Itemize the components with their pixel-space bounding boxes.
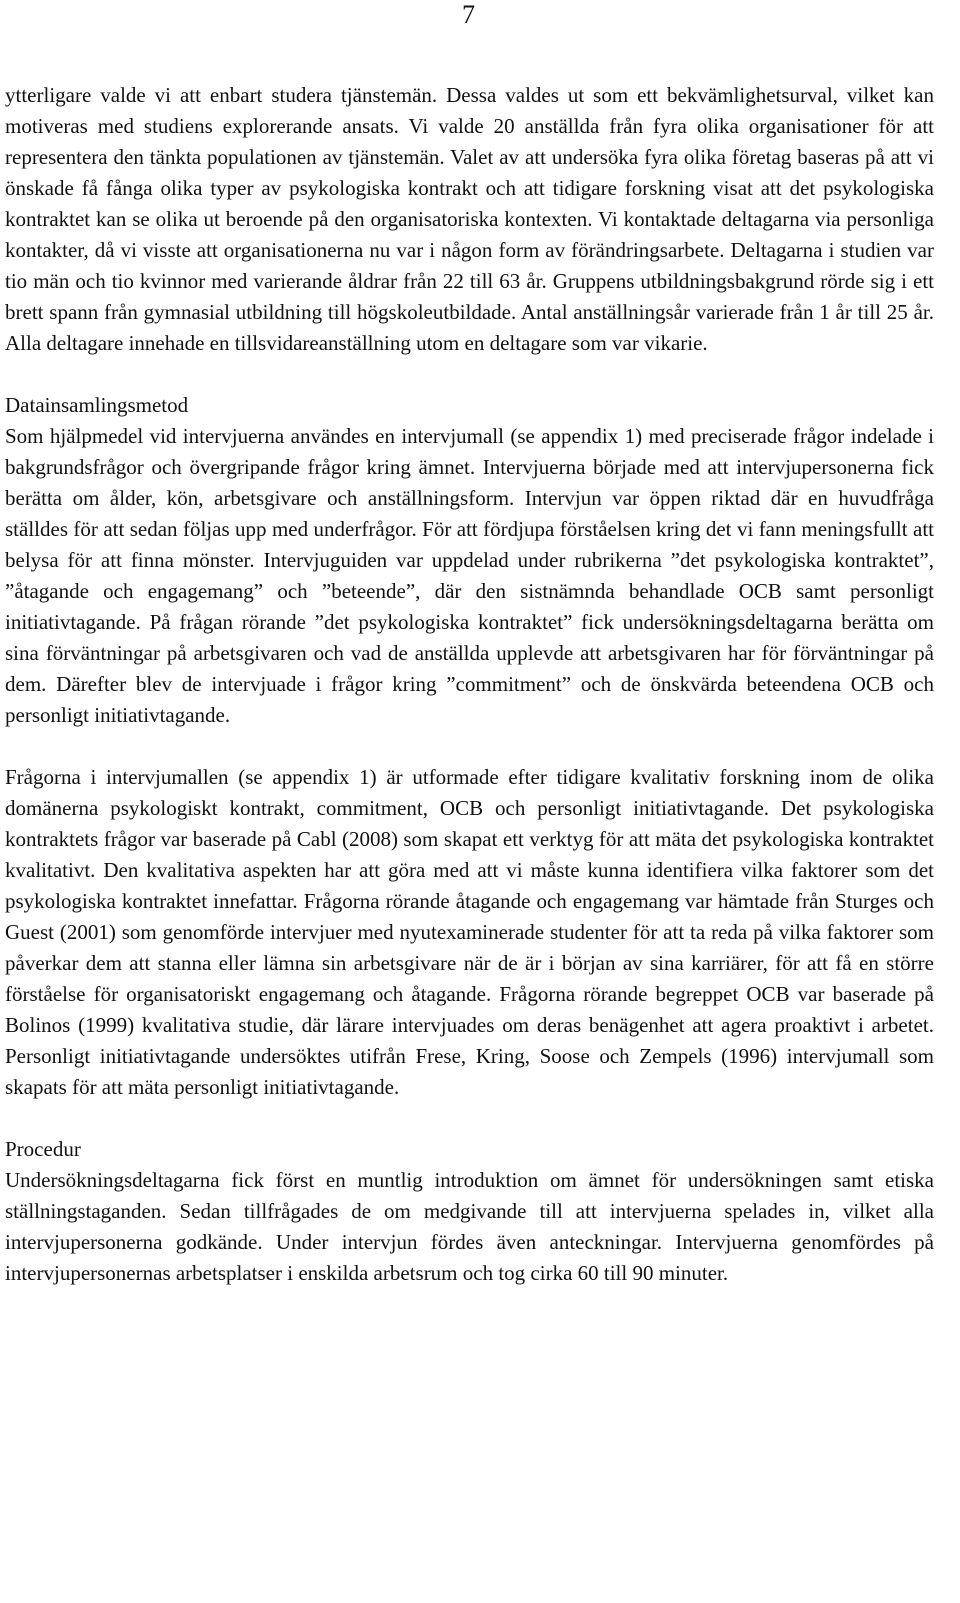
spacer: [5, 359, 934, 390]
spacer: [5, 731, 934, 762]
paragraph-procedure: Undersökningsdeltagarna fick först en muntlig introduktion om ämnet för undersökningen samt etiska ställningstaganden. Sedan tillfrågades de om medgivande till att intervjuerna spelades in, vilket alla intervjupersonerna godkände. Under intervjun fördes även anteckningar. Intervjuerna genomfördes på intervjupersonernas arbetsplatser i enskilda arbetsrum och tog cirka 60 till 90 minuter.: [5, 1168, 934, 1285]
paragraph-data-collection: Som hjälpmedel vid intervjuerna användes en intervjumall (se appendix 1) med preciserade frågor indelade i bakgrundsfrågor och övergripande frågor kring ämnet. Intervjuerna började med att intervjupersonerna fick berätta om ålder, kön, arbetsgivare och anställningsform. Intervjun var öppen riktad där en huvudfråga ställdes för att sedan följas upp med underfrågor. För att fördjupa förståelsen kring det vi fann meningsfullt att belysa för att finna mönster. Intervjuguiden var uppdelad under rubrikerna ”det psykologiska kontraktet”, ”åtagande och engagemang” och ”beteende”, där den sistnämnda behandlade OCB samt personligt initiativtagande. På frågan rörande ”det psykologiska kontraktet” fick undersökningsdeltagarna berätta om sina förväntningar på arbetsgivaren och vad de anställda upplevde att arbetsgivaren har för förväntningar på dem. Därefter blev de intervjuade i frågor kring ”commitment” och de önskvärda beteendena OCB och personligt initiativtagande.: [5, 424, 934, 727]
page-content: [5, 80, 934, 1289]
paragraph-interview-template: Frågorna i intervjumallen (se appendix 1) är utformade efter tidigare kvalitativ forskning inom de olika domänerna psykologiskt kontrakt, commitment, OCB och personligt initiativtagande. Det psykologiska kontraktets frågor var baserade på Cabl (2008) som skapat ett verktyg för att mäta det psykologiska kontraktet kvalitativt. Den kvalitativa aspekten har att göra med att vi måste kunna identifiera vilka faktorer som det psykologiska kontraktet innefattar. Frågorna rörande åtagande och engagemang var hämtade från Sturges och Guest (2001) som genomförde intervjuer med nyutexaminerade studenter för att ta reda på vilka faktorer som påverkar dem att stanna eller lämna sin arbetsgivare när de är i början av sina karriärer, för att få en större förståelse för organisatoriskt engagemang och åtagande. Frågorna rörande begreppet OCB var baserade på Bolinos (1999) kvalitativa studie, där lärare intervjuades om deras benägenhet att agera proaktivt i arbetet. Personligt initiativtagande undersöktes utifrån Frese, Kring, Soose och Zempels (1996) intervjumall som skapats för att mäta personligt initiativtagande.: [5, 765, 934, 1099]
page-number: 7: [462, 0, 475, 29]
paragraph-participants: ytterligare valde vi att enbart studera tjänstemän. Dessa valdes ut som ett bekvämlighetsurval, vilket kan motiveras med studiens explorerande ansats. Vi valde 20 anställda från fyra olika organisationer för att representera den tänkta populationen av tjänstemän. Valet av att undersöka fyra olika företag baseras på att vi önskade få fånga olika typer av psykologiska kontrakt och att tidigare forskning visat att det psykologiska kontraktet kan se olika ut beroende på den organisatoriska kontexten. Vi kontaktade deltagarna via personliga kontakter, då vi visste att organisationerna nu var i någon form av förändringsarbete. Deltagarna i studien var tio män och tio kvinnor med varierande åldrar från 22 till 63 år. Gruppens utbildningsbakgrund rörde sig i ett brett spann från gymnasial utbildning till högskoleutbildade. Antal anställningsår varierade från 1 år till 25 år. Alla deltagare innehade en tillsvidareanställning utom en deltagare som var vikarie.: [5, 83, 934, 355]
heading-datainsamlingsmetod: Datainsamlingsmetod: [5, 393, 189, 417]
heading-procedur: Procedur: [5, 1137, 81, 1161]
spacer: [5, 1103, 934, 1134]
